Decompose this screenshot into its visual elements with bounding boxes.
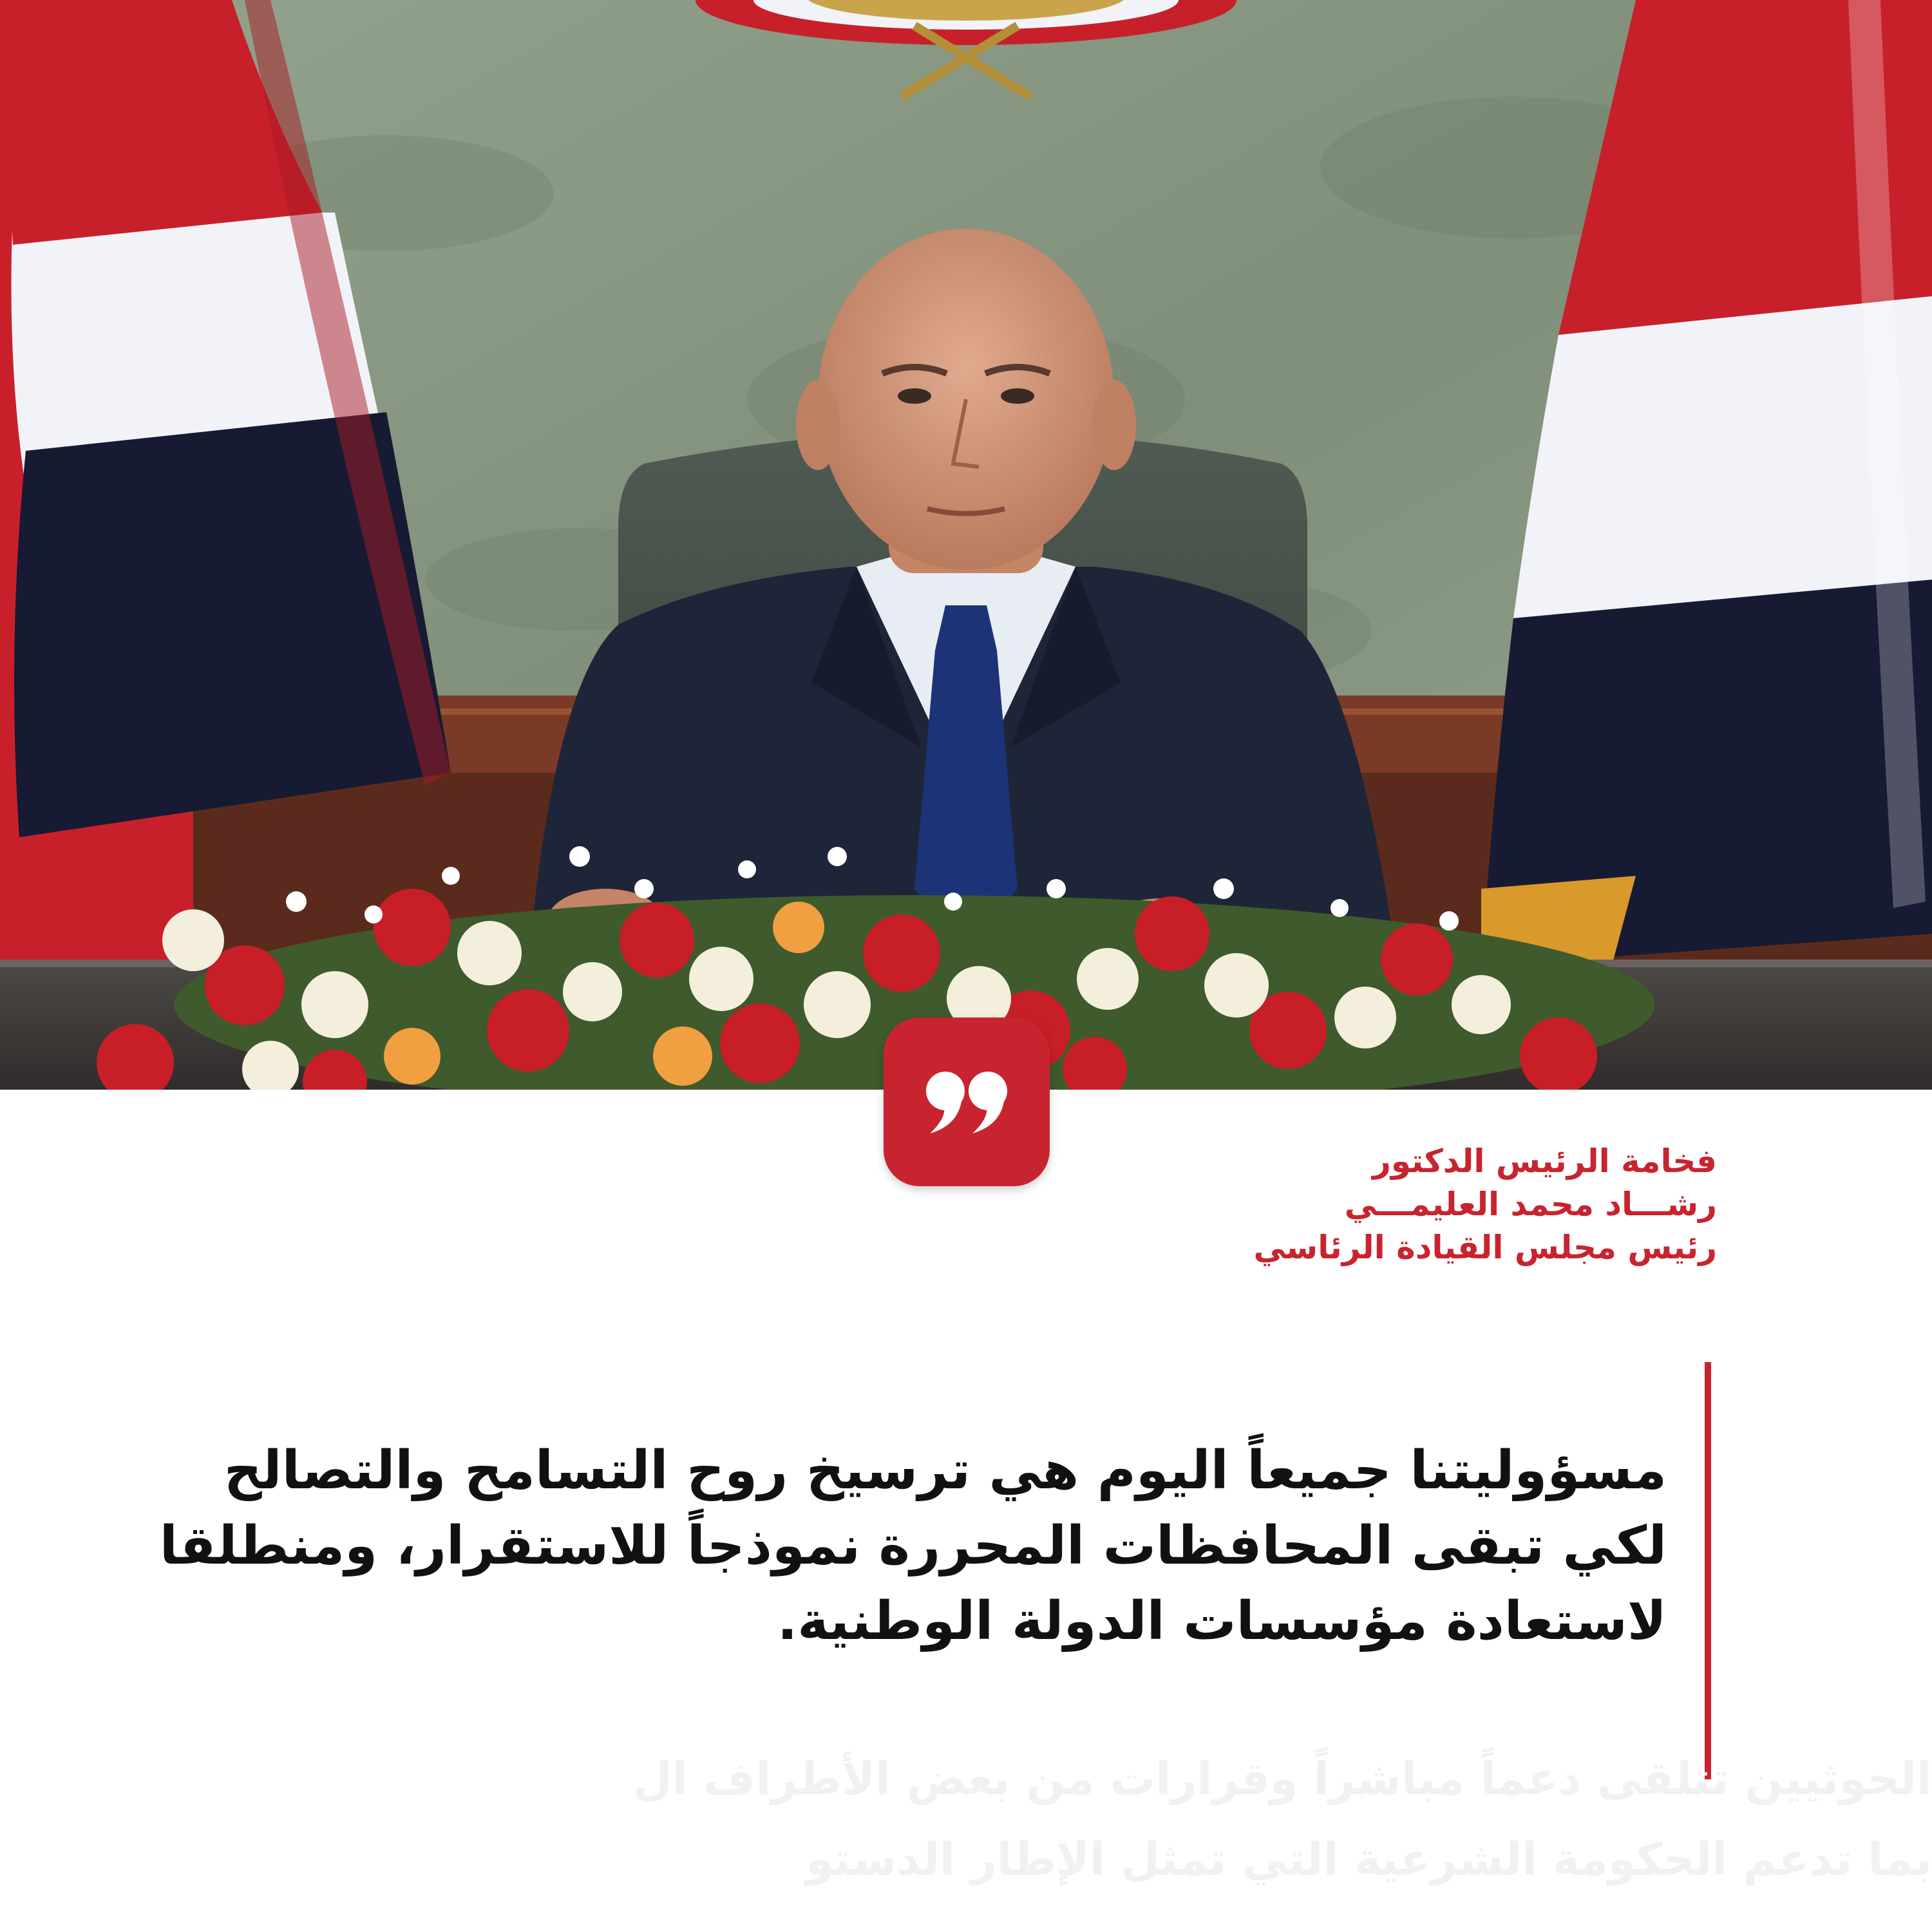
double-quote-icon xyxy=(918,1066,1015,1137)
quote-line-3: لاستعادة مؤسسات الدولة الوطنية. xyxy=(777,1591,1667,1652)
faded-line-2: بما تدعم الحكومة الشرعية التي تمثل الإطار الدستو xyxy=(805,1833,1932,1886)
speaker-attribution xyxy=(1253,1140,1717,1269)
speaker-title: فخامة الرئيس الدكتور xyxy=(1372,1142,1717,1180)
faded-background-text xyxy=(32,1739,1932,1932)
speaker-position: رئيس مجلس القيادة الرئاسي xyxy=(1253,1229,1717,1266)
faded-line-1: الحوثيين تتلقى دعماً مباشراً وقرارات من بعض الأطراف ال xyxy=(633,1752,1932,1805)
quote-line-2: لكي تبقى المحافظات المحررة نموذجاً للاستقرار، ومنطلقا xyxy=(159,1515,1667,1577)
quote-accent-bar xyxy=(1705,1362,1711,1779)
quote-badge xyxy=(884,1018,1050,1186)
quote-body xyxy=(31,1433,1667,1659)
speaker-name: رشـــاد محمد العليمـــي xyxy=(1344,1186,1717,1223)
quote-line-1: مسؤوليتنا جميعاً اليوم هي ترسيخ روح التسامح والتصالح xyxy=(223,1440,1667,1501)
